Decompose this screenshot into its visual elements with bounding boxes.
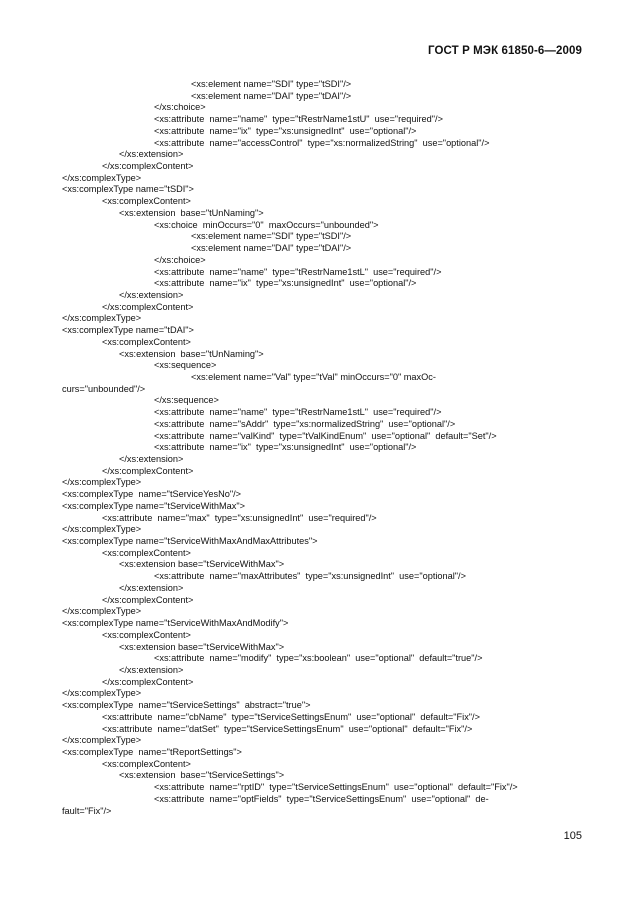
code-line: <xs:complexType name="tSDI"> xyxy=(62,184,194,195)
code-line: <xs:element name="Val" type="tVal" minOccurs="0" maxOc- xyxy=(191,371,436,382)
standard-designation: ГОСТ Р МЭК 61850-6—2009 xyxy=(428,45,582,57)
code-line: </xs:extension> xyxy=(119,454,184,464)
code-line: fault="Fix"/> xyxy=(62,805,112,816)
code-line: <xs:attribute name="name" type="tRestrName1stL" use="required"/> xyxy=(154,266,442,277)
code-line: </xs:complexContent> xyxy=(102,676,194,687)
code-line: <xs:extension base="tServiceWithMax"> xyxy=(119,641,285,652)
code-line: <xs:extension base="tUnNaming"> xyxy=(119,348,264,359)
code-line: <xs:attribute name="accessControl" type="xs:normalizedString" use="optional"/> xyxy=(154,137,490,148)
code-line: <xs:attribute name="valKind" type="tValKindEnum" use="optional" default="Set"/> xyxy=(154,430,497,441)
code-line: <xs:choice minOccurs="0" maxOccurs="unbounded"> xyxy=(154,219,379,230)
code-line: <xs:complexContent> xyxy=(102,336,191,347)
code-line: <xs:complexType name="tServiceYesNo"/> xyxy=(62,489,242,500)
code-line: </xs:complexType> xyxy=(62,172,142,183)
code-line: <xs:complexContent> xyxy=(102,758,191,769)
code-line: <xs:complexType name="tServiceSettings" abstract="true"> xyxy=(62,700,311,711)
code-line: </xs:complexType> xyxy=(62,524,142,535)
page-number: 105 xyxy=(563,830,582,842)
code-line: </xs:complexType> xyxy=(62,735,142,746)
code-line: <xs:attribute name="modify" type="xs:boolean" use="optional" default="true"/> xyxy=(154,653,483,664)
code-line: <xs:attribute name="name" type="tRestrName1stU" use="required"/> xyxy=(154,114,443,125)
code-line: <xs:complexContent> xyxy=(102,196,191,207)
code-line: </xs:complexType> xyxy=(62,477,142,488)
code-line: <xs:complexType name="tServiceWithMaxAndModify"> xyxy=(62,618,289,629)
code-line: <xs:complexType name="tDAI"> xyxy=(62,325,194,336)
code-line: <xs:complexType name="tReportSettings"> xyxy=(62,746,242,757)
code-line: <xs:extension base="tServiceSettings"> xyxy=(119,770,285,781)
code-line: curs="unbounded"/> xyxy=(62,383,146,394)
code-line: </xs:complexContent> xyxy=(102,161,194,172)
code-line: </xs:choice> xyxy=(154,102,206,113)
code-line: <xs:attribute name="optFields" type="tServiceSettingsEnum" use="optional" de- xyxy=(154,793,489,804)
code-line: </xs:extension> xyxy=(119,582,184,593)
code-line: <xs:element name="SDI" type="tSDI"/> xyxy=(191,231,352,242)
code-line: <xs:attribute name="sAddr" type="xs:normalizedString" use="optional"/> xyxy=(154,418,456,429)
code-line: <xs:extension base="tUnNaming"> xyxy=(119,207,264,218)
code-line: <xs:attribute name="maxAttributes" type="xs:unsignedInt" use="optional"/> xyxy=(154,571,466,582)
code-line: <xs:complexType name="tServiceWithMaxAndMaxAttributes"> xyxy=(62,536,318,547)
code-line: </xs:complexType> xyxy=(62,688,142,699)
code-line: </xs:choice> xyxy=(154,254,206,265)
code-line: <xs:sequence> xyxy=(154,360,217,371)
code-line: <xs:attribute name="rptID" type="tServiceSettingsEnum" use="optional" default="Fix"/> xyxy=(154,782,518,793)
code-line: </xs:extension> xyxy=(119,149,184,160)
code-line: </xs:extension> xyxy=(119,664,184,675)
code-line: </xs:extension> xyxy=(119,289,184,300)
code-line: </xs:complexContent> xyxy=(102,594,194,605)
code-line: <xs:attribute name="name" type="tRestrName1stL" use="required"/> xyxy=(154,407,442,418)
code-line: <xs:attribute name="datSet" type="tServiceSettingsEnum" use="optional" default="Fix"/> xyxy=(102,723,473,734)
code-line: <xs:complexContent> xyxy=(102,629,191,640)
code-line: <xs:complexType name="tServiceWithMax"> xyxy=(62,500,245,511)
code-line: </xs:complexType> xyxy=(62,313,142,324)
code-line: <xs:extension base="tServiceWithMax"> xyxy=(119,559,285,570)
page-footer xyxy=(564,830,582,842)
code-line: <xs:element name="SDI" type="tSDI"/> xyxy=(191,79,352,89)
code-line: <xs:attribute name="ix" type="xs:unsignedInt" use="optional"/> xyxy=(154,442,417,453)
document-header xyxy=(428,45,582,57)
code-line: <xs:attribute name="ix" type="xs:unsignedInt" use="optional"/> xyxy=(154,125,417,136)
code-line: </xs:sequence> xyxy=(154,395,219,406)
code-line: </xs:complexType> xyxy=(62,606,142,617)
code-line: </xs:complexContent> xyxy=(102,465,194,476)
code-line: <xs:element name="DAI" type="tDAI"/> xyxy=(191,243,352,254)
code-line: <xs:attribute name="ix" type="xs:unsignedInt" use="optional"/> xyxy=(154,278,417,289)
xml-schema-listing xyxy=(62,79,600,817)
code-line: <xs:attribute name="cbName" type="tServiceSettingsEnum" use="optional" default="Fix"/> xyxy=(102,711,480,722)
code-line: <xs:complexContent> xyxy=(102,547,191,558)
code-line: <xs:element name="DAI" type="tDAI"/> xyxy=(191,90,352,101)
code-line: </xs:complexContent> xyxy=(102,301,194,312)
code-line: <xs:attribute name="max" type="xs:unsignedInt" use="required"/> xyxy=(102,512,377,523)
